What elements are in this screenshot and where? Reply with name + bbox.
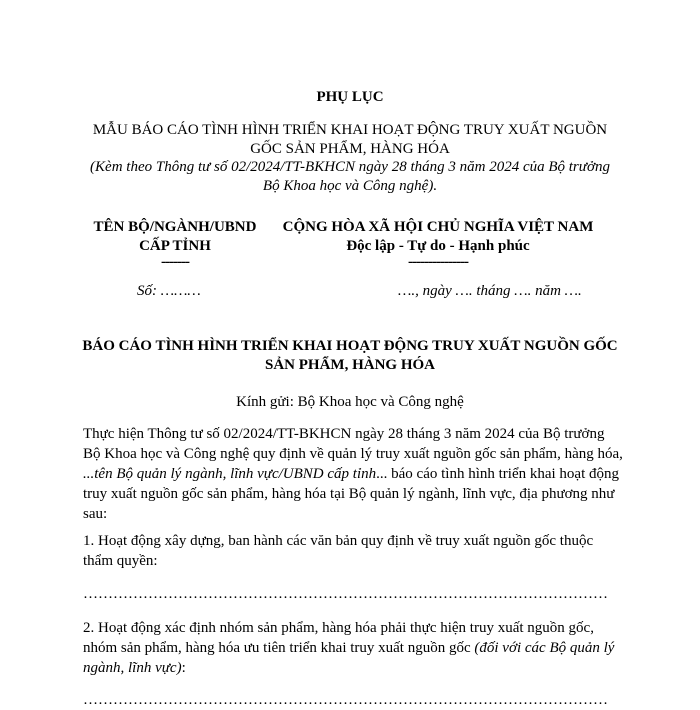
form-title-line-1: MẪU BÁO CÁO TÌNH HÌNH TRIỂN KHAI HOẠT ĐỘNG TRUY XUẤT NGUỒN	[92, 122, 608, 138]
section-2-line-3-note: ngành, lĩnh vực)	[83, 660, 182, 676]
republic-header	[268, 218, 608, 268]
intro-line-4: truy xuất nguồn gốc sản phẩm, hàng hóa tại Bộ quản lý ngành, lĩnh vực, địa phương như	[83, 486, 615, 502]
intro-line-3	[83, 464, 623, 484]
intro-line-5: sau:	[83, 506, 108, 522]
section-2-line-3	[83, 658, 623, 678]
section-1-dots: ……………………………………………………………………………………………	[83, 586, 608, 602]
republic-separator: ---------------	[408, 254, 468, 270]
section-2-dots: ……………………………………………………………………………………………	[83, 692, 608, 708]
attachment-note-line-2: Bộ Khoa học và Công nghệ).	[262, 178, 438, 194]
section-1	[83, 531, 623, 571]
intro-line-3-rest: ... báo cáo tình hình triển khai hoạt động	[376, 466, 620, 482]
section-2-line-1: 2. Hoạt động xác định nhóm sản phẩm, hàng hóa phải thực hiện truy xuất nguồn gốc,	[83, 620, 594, 636]
section-2-fill-line	[83, 690, 623, 710]
intro-agency-placeholder: ...tên Bộ quản lý ngành, lĩnh vực/UBND cấp tỉnh	[83, 466, 377, 482]
agency-header	[80, 218, 270, 268]
document-number: Số: ………	[137, 283, 201, 299]
report-title-line-2: SẢN PHẨM, HÀNG HÓA	[265, 357, 435, 373]
section-1-fill-line	[83, 584, 623, 604]
section-1-line-2: thẩm quyền:	[83, 553, 158, 569]
recipient-line: Kính gửi: Bộ Khoa học và Công nghệ	[236, 394, 464, 410]
section-2-line-2-note: (đối với các Bộ quản lý	[474, 640, 615, 656]
republic-motto: Độc lập - Tự do - Hạnh phúc	[346, 238, 530, 254]
document-date: …., ngày …. tháng …. năm ….	[398, 283, 582, 299]
agency-name-line-1: TÊN BỘ/NGÀNH/UBND	[93, 219, 257, 235]
agency-separator: -------	[161, 254, 189, 270]
section-2	[83, 618, 623, 678]
appendix-title: PHỤ LỤC	[316, 89, 384, 105]
report-title-line-1: BÁO CÁO TÌNH HÌNH TRIỂN KHAI HOẠT ĐỘNG TRUY XUẤT NGUỒN GỐC	[82, 338, 618, 354]
agency-name-line-2: CẤP TỈNH	[139, 238, 211, 254]
section-2-line-3-rest: :	[181, 660, 186, 676]
attachment-note-line-1: (Kèm theo Thông tư số 02/2024/TT-BKHCN ngày 28 tháng 3 năm 2024 của Bộ trưởng	[90, 159, 610, 175]
section-1-line-1: 1. Hoạt động xây dựng, ban hành các văn bản quy định về truy xuất nguồn gốc thuộc	[83, 533, 594, 549]
intro-paragraph	[83, 424, 623, 524]
intro-line-2: Bộ Khoa học và Công nghệ quy định về quản lý truy xuất nguồn gốc sản phẩm, hàng hóa,	[83, 446, 623, 462]
intro-line-1: Thực hiện Thông tư số 02/2024/TT-BKHCN ngày 28 tháng 3 năm 2024 của Bộ trưởng	[83, 426, 605, 442]
form-title-line-2: GỐC SẢN PHẨM, HÀNG HÓA	[250, 141, 450, 157]
section-2-line-2	[83, 638, 623, 658]
republic-name: CỘNG HÒA XÃ HỘI CHỦ NGHĨA VIỆT NAM	[282, 219, 594, 235]
section-2-line-2-plain: nhóm sản phẩm, hàng hóa ưu tiên triển khai truy xuất nguồn gốc	[83, 640, 475, 656]
